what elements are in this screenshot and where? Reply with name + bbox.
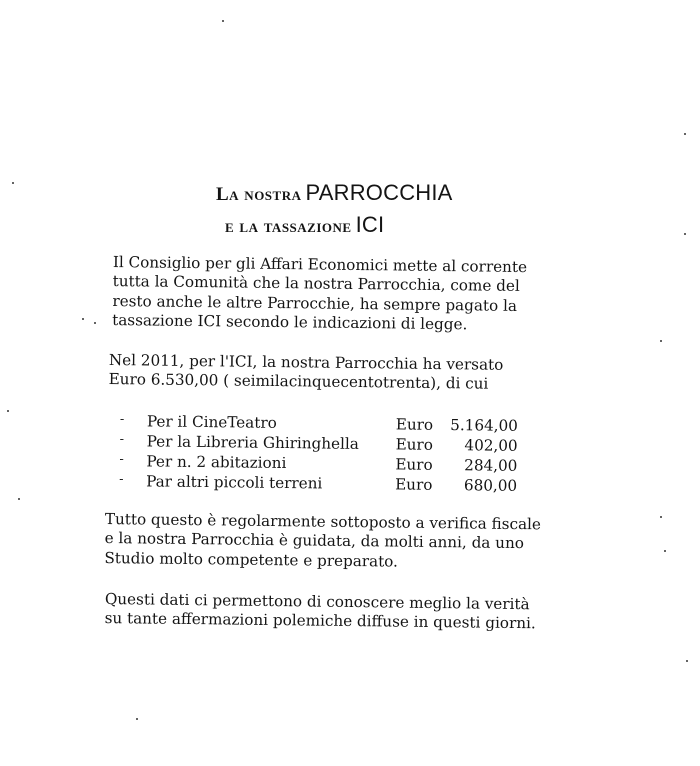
scan-speck: [82, 318, 84, 320]
paragraph-payment-total: [109, 351, 569, 395]
bullet-dash: -: [119, 412, 125, 428]
scan-speck: [664, 550, 666, 552]
paragraph-intro: [112, 253, 573, 336]
payment-currency: Euro: [395, 435, 434, 454]
payment-amount: 284,00: [464, 456, 518, 475]
payment-amount: 680,00: [463, 476, 518, 495]
payment-row: [119, 472, 539, 497]
payment-currency: Euro: [395, 475, 433, 494]
title-line-2: [0, 212, 700, 238]
bullet-dash: -: [119, 431, 125, 448]
payment-currency: Euro: [395, 455, 433, 474]
paragraph-line: resto anche le altre Parrocchie, ha sempre pagato la: [112, 291, 518, 315]
payment-amount: 402,00: [464, 436, 518, 455]
scan-speck: [684, 133, 686, 135]
payment-list: [119, 412, 540, 497]
bullet-dash: -: [119, 451, 124, 468]
scan-speck: [94, 322, 96, 324]
title-line-2-big: ICI: [355, 212, 385, 237]
payment-label: Per la Libreria Ghiringhella: [146, 432, 359, 453]
paragraph-line: e la nostra Parrocchia è guidata, da molti anni, da uno: [104, 529, 525, 553]
paragraph-line: tassazione ICI secondo le indicazioni di legge.: [112, 311, 468, 334]
paragraph-line: su tante affermazioni polemiche diffuse in questi giorni.: [104, 609, 536, 633]
scan-speck: [136, 718, 138, 720]
scan-speck: [660, 340, 662, 342]
payment-currency: Euro: [395, 415, 434, 434]
title-line-2-small: e la tassazione: [225, 216, 352, 237]
scan-speck: [7, 410, 9, 412]
paragraph-line: Tutto questo è regolarmente sottoposto a verifica fiscale: [104, 510, 542, 534]
scan-speck: [686, 660, 688, 662]
title-line-1: [0, 180, 700, 206]
paragraph-verification: [104, 510, 565, 574]
paragraph-line: Euro 6.530,00 ( seimilacinquecentotrenta), di cui: [108, 370, 489, 394]
paragraph-line: tutta la Comunità che la nostra Parrocchia, come del: [112, 272, 520, 296]
scan-speck: [660, 516, 662, 518]
paragraph-line: Nel 2011, per l'ICI, la nostra Parrocchia ha versato: [108, 351, 504, 374]
payment-label: Per n. 2 abitazioni: [146, 452, 287, 473]
title-line-1-big: PARROCCHIA: [305, 180, 453, 205]
scan-speck: [222, 20, 224, 22]
paragraph-closing: [105, 590, 565, 634]
paragraph-line: Il Consiglio per gli Affari Economici mette al corrente: [112, 253, 528, 277]
scan-speck: [18, 498, 20, 500]
paragraph-line: Questi dati ci permettono di conoscere meglio la verità: [104, 590, 530, 614]
bullet-dash: -: [119, 471, 124, 488]
payment-label: Per il CineTeatro: [146, 412, 277, 432]
payment-amount: 5.164,00: [450, 416, 518, 435]
payment-label: Par altri piccoli terreni: [146, 472, 323, 493]
paragraph-line: Studio molto competente e preparato.: [104, 548, 399, 571]
title-line-1-small: La nostra: [216, 184, 302, 205]
